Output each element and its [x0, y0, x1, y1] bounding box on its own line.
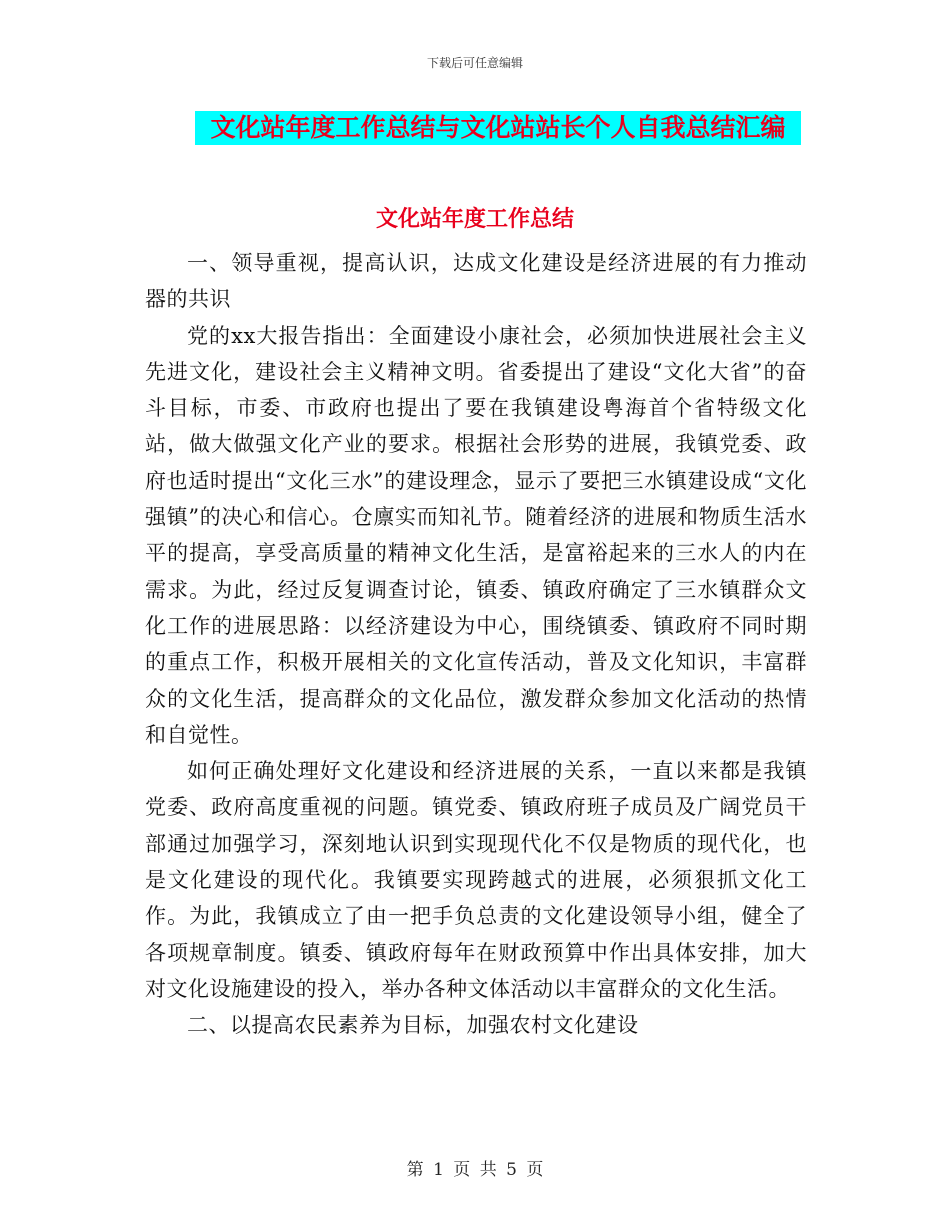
- page-number: 第 1 页 共 5 页: [406, 1160, 544, 1180]
- paragraph: 如何正确处理好文化建设和经济进展的关系，一直以来都是我镇党委、政府高度重视的问题。镇党委、镇政府班子成员及广阔党员干部通过加强学习，深刻地认识到实现现代化不仅是物质的现代化，也是文化建设的现代化。我镇要实现跨越式的进展，必须狠抓文化工作。为此，我镇成立了由一把手负总责的文化建设领导小组，健全了各项规章制度。镇委、镇政府每年在财政预算中作出具体安排，加大对文化设施建设的投入，举办各种文体活动以丰富群众的文化生活。: [145, 759, 807, 1001]
- document-title: 文化站年度工作总结与文化站站长个人自我总结汇编: [195, 111, 801, 145]
- document-body: [145, 245, 807, 1044]
- paragraph: 党的xx大报告指出：全面建设小康社会，必须加快进展社会主义先进文化，建设社会主义精神文明。省委提出了建设“文化大省”的奋斗目标，市委、市政府也提出了要在我镇建设粤海首个省特级文化站，做大做强文化产业的要求。根据社会形势的进展，我镇党委、政府也适时提出“文化三水”的建设理念，显示了要把三水镇建设成“文化强镇”的决心和信心。仓廪实而知礼节。随着经济的进展和物质生活水平的提高，享受高质量的精神文化生活，是富裕起来的三水人的内在需求。为此，经过反复调查讨论，镇委、镇政府确定了三水镇群众文化工作的进展思路：以经济建设为中心，围绕镇委、镇政府不同时期的重点工作，积极开展相关的文化宣传活动，普及文化知识，丰富群众的文化生活，提高群众的文化品位，激发群众参加文化活动的热情和自觉性。: [145, 323, 807, 747]
- header-note: 下载后可任意编辑: [426, 56, 523, 70]
- section-title: 文化站年度工作总结: [375, 206, 574, 232]
- paragraph-heading-1: 一、领导重视，提高认识，达成文化建设是经济进展的有力推动器的共识: [145, 251, 807, 312]
- paragraph-heading-2: 二、以提高农民素养为目标，加强农村文化建设: [187, 1013, 639, 1038]
